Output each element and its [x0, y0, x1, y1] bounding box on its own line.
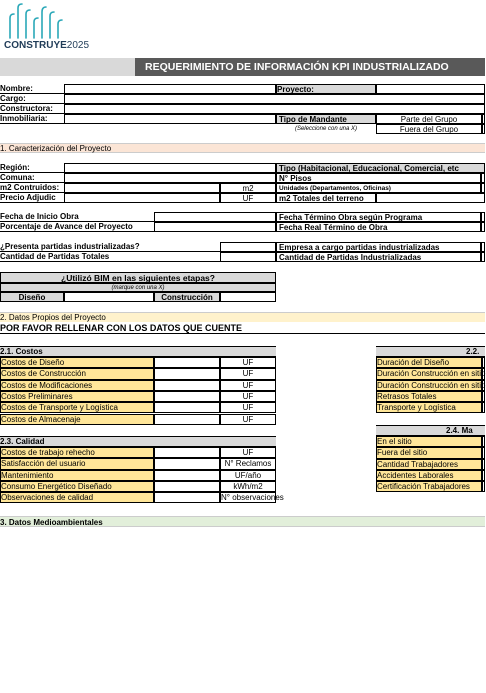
plazos-row-label: Retrasos Totales: [376, 391, 482, 402]
precio-unit: UF: [220, 193, 276, 203]
logo: [2, 2, 92, 54]
termino-field[interactable]: [481, 212, 485, 222]
logo-year: 2025: [66, 40, 90, 51]
comuna-label: Comuna:: [0, 173, 64, 183]
calidad-row-value[interactable]: [154, 481, 220, 492]
mano-row-value[interactable]: [482, 436, 485, 447]
precio-field[interactable]: [64, 193, 220, 203]
banner-title: REQUERIMIENTO DE INFORMACIÓN KPI INDUSTRIALIZADO: [135, 58, 485, 76]
costos-row-value[interactable]: [154, 368, 220, 379]
region-label: Región:: [0, 163, 64, 173]
plazos-row-value[interactable]: [482, 402, 485, 413]
costos-row-value[interactable]: [154, 414, 220, 425]
plazos-row-label: Transporte y Logística: [376, 402, 482, 413]
seleccione-hint: (Seleccione con una X): [294, 126, 358, 132]
costos-row-value[interactable]: [154, 357, 220, 368]
costos-title: 2.1. Costos: [0, 346, 276, 357]
inicio-field[interactable]: [154, 212, 276, 222]
real-field[interactable]: [481, 222, 485, 232]
totales-label: Cantidad de Partidas Totales: [0, 252, 220, 262]
comuna-field[interactable]: [64, 173, 276, 183]
bim-construccion-field[interactable]: [220, 292, 276, 302]
pisos-label: N° Pisos: [276, 173, 481, 183]
mano-row-label: En el sitio: [376, 436, 482, 447]
avance-label: Porcentaje de Avance del Proyecto: [0, 222, 154, 232]
m2-unit: m2: [220, 183, 276, 193]
logo-brand: CONSTRUYE: [4, 40, 67, 51]
empresa-label: Empresa a cargo partidas industrializadas: [276, 242, 481, 252]
costos-row-label: Costos de Almacenaje: [0, 414, 154, 425]
m2-field[interactable]: [64, 183, 220, 193]
costos-row-label: Costos de Construcción: [0, 368, 154, 379]
terreno-field[interactable]: [376, 193, 485, 203]
parte-grupo-mark[interactable]: [482, 114, 485, 124]
tipo-label: Tipo (Habitacional, Educacional, Comercial, etc: [276, 163, 485, 173]
calidad-row-value[interactable]: [154, 447, 220, 458]
calidad-row-unit: kWh/m2: [220, 481, 276, 492]
city-skyline-icon: [6, 2, 66, 38]
calidad-row-unit: UF: [220, 447, 276, 458]
costos-row-value[interactable]: [154, 402, 220, 413]
costos-row-unit: UF: [220, 357, 276, 368]
termino-label: Fecha Término Obra según Programa: [276, 212, 481, 222]
mano-title: 2.4. Ma: [376, 425, 485, 436]
inmobiliaria-field[interactable]: [64, 114, 276, 124]
bim-diseno-label: Diseño: [0, 292, 64, 302]
mano-row-label: Cantidad Trabajadores: [376, 459, 482, 470]
unidades-label: Unidades (Departamentos, Oficinas): [276, 183, 481, 193]
avance-field[interactable]: [154, 222, 276, 232]
mano-row-value[interactable]: [482, 481, 485, 492]
calidad-row-value[interactable]: [154, 470, 220, 481]
parte-grupo-option: Parte del Grupo: [376, 114, 482, 124]
calidad-row-label: Costos de trabajo rehecho: [0, 447, 154, 458]
plazos-title: 2.2.: [376, 346, 485, 357]
mano-row-label: Certificación Trabajadores: [376, 481, 482, 492]
totales-field[interactable]: [220, 252, 276, 262]
costos-row-unit: UF: [220, 391, 276, 402]
costos-row-unit: UF: [220, 402, 276, 413]
calidad-row-value[interactable]: [154, 492, 220, 503]
costos-row-label: Costos de Modificaciones: [0, 380, 154, 391]
costos-row-label: Costos de Transporte y Logística: [0, 402, 154, 413]
plazos-row-value[interactable]: [482, 357, 485, 368]
bim-question: ¿Utilizó BIM en las siguientes etapas?: [0, 272, 276, 283]
mano-row-value[interactable]: [482, 470, 485, 481]
real-label: Fecha Real Término de Obra: [276, 222, 481, 232]
cargo-field[interactable]: [64, 94, 485, 104]
mano-row-value[interactable]: [482, 447, 485, 458]
region-field[interactable]: [64, 163, 276, 173]
costos-row-label: Costos Preliminares: [0, 391, 154, 402]
inicio-label: Fecha de Inicio Obra: [0, 212, 154, 222]
mano-row-value[interactable]: [482, 459, 485, 470]
bim-diseno-field[interactable]: [64, 292, 154, 302]
plazos-row-label: Duración del Diseño: [376, 357, 482, 368]
costos-row-unit: UF: [220, 368, 276, 379]
costos-row-unit: UF: [220, 380, 276, 391]
proyecto-label: Proyecto:: [276, 84, 376, 94]
calidad-row-label: Consumo Energético Diseñado: [0, 481, 154, 492]
mano-row-label: Accidentes Laborales: [376, 470, 482, 481]
section3-title: 3. Datos Medioambientales: [0, 516, 485, 527]
m2-label: m2 Contruidos:: [0, 183, 64, 193]
mano-row-label: Fuera del sitio: [376, 447, 482, 458]
calidad-row-label: Satisfacción del usuario: [0, 458, 154, 469]
terreno-label: m2 Totales del terreno: [276, 193, 376, 203]
calidad-row-unit: UF/año: [220, 470, 276, 481]
plazos-row-value[interactable]: [482, 368, 485, 379]
section2-instr: POR FAVOR RELLENAR CON LOS DATOS QUE CUENTE: [0, 323, 485, 334]
tipo-mandante-label: Tipo de Mandante: [276, 114, 376, 124]
calidad-row-unit: N° Reclamos: [220, 458, 276, 469]
section2-title: 2. Datos Propios del Proyecto: [0, 312, 485, 322]
costos-row-value[interactable]: [154, 391, 220, 402]
constructora-label: Constructora:: [0, 104, 64, 114]
pisos-field[interactable]: [481, 173, 485, 183]
costos-row-label: Costos de Diseño: [0, 357, 154, 368]
proyecto-field[interactable]: [376, 84, 485, 94]
plazos-row-label: Duración Construcción en sitio: [377, 369, 486, 379]
precio-label: Precio Adjudic: [0, 193, 64, 203]
calidad-row-value[interactable]: [154, 458, 220, 469]
unidades-field[interactable]: [481, 183, 485, 193]
plazos-row-value[interactable]: [482, 391, 485, 402]
costos-row-unit: UF: [220, 414, 276, 425]
calidad-title: 2.3. Calidad: [0, 436, 276, 447]
bim-hint: (marque con una X): [0, 283, 276, 292]
calidad-row-label: Mantenimiento: [0, 470, 154, 481]
fuera-grupo-option: Fuera del Grupo: [376, 124, 482, 134]
calidad-row-label: Observaciones de calidad: [0, 492, 154, 503]
inmobiliaria-label: Inmobiliaria:: [0, 114, 64, 124]
industriales-field[interactable]: [481, 252, 485, 262]
calidad-row-unit: N° observaciones: [221, 493, 284, 503]
empresa-field[interactable]: [481, 242, 485, 252]
presenta-label: ¿Presenta partidas industrializadas?: [0, 242, 220, 252]
section1-title: 1. Caracterización del Proyecto: [0, 143, 485, 153]
fuera-grupo-mark[interactable]: [482, 124, 485, 134]
cargo-label: Cargo:: [0, 94, 64, 104]
bim-construccion-label: Construcción: [154, 292, 220, 302]
presenta-field[interactable]: [220, 242, 276, 252]
nombre-field[interactable]: [64, 84, 276, 94]
constructora-field[interactable]: [64, 104, 485, 114]
plazos-row-value[interactable]: [482, 380, 485, 391]
plazos-row-label: Duración Construcción en sitio: [377, 380, 486, 390]
costos-row-value[interactable]: [154, 380, 220, 391]
nombre-label: Nombre:: [0, 84, 64, 94]
banner-left: [0, 58, 135, 76]
industriales-label: Cantidad de Partidas Industrializadas: [276, 252, 481, 262]
